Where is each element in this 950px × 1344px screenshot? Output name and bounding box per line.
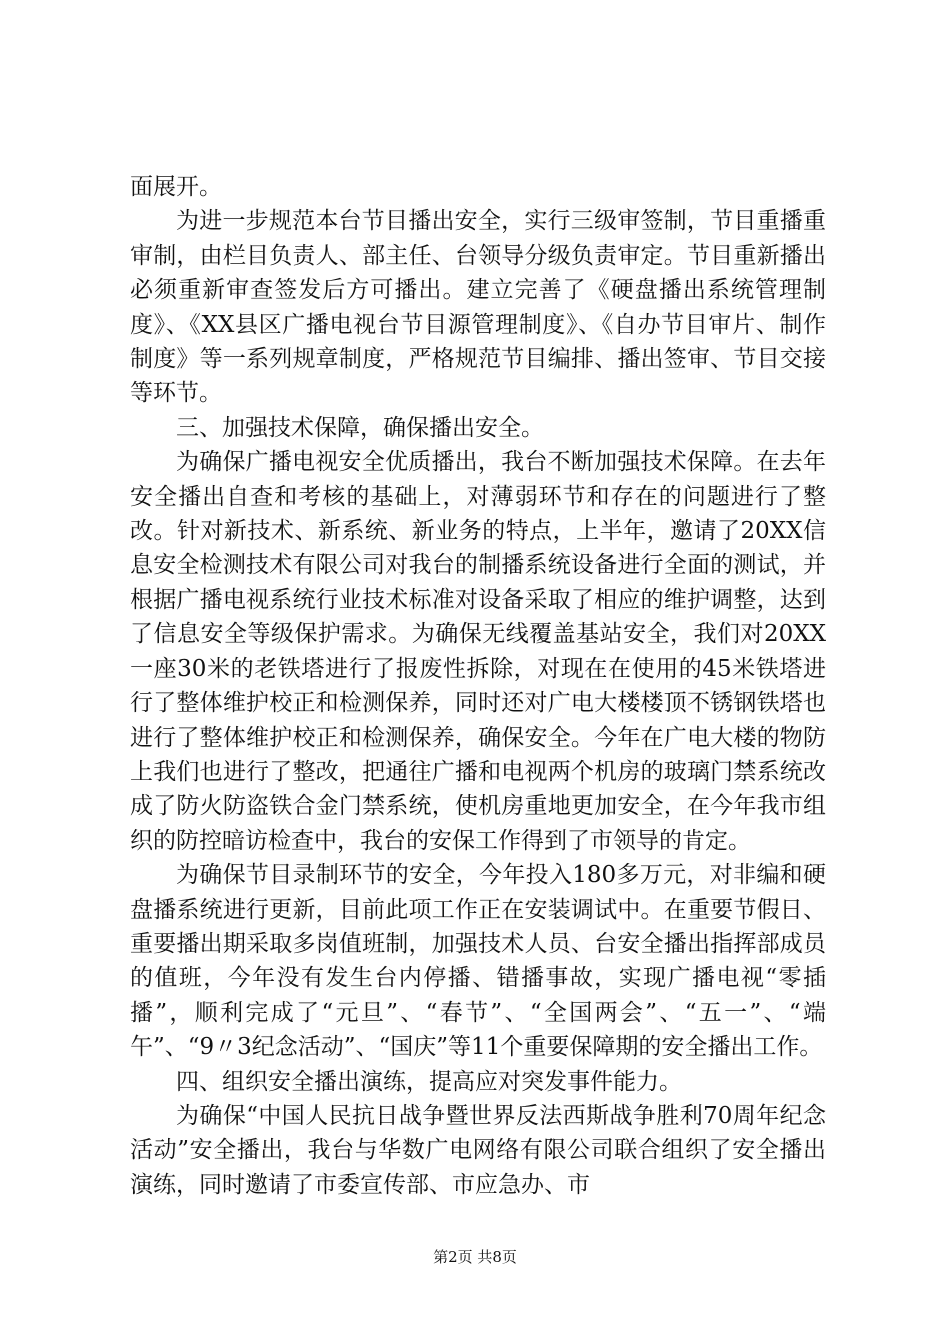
page-number-footer: 第2页 共8页 [433, 1248, 517, 1266]
paragraph-program-review: 为进一步规范本台节目播出安全，实行三级审签制，节目重播重审制，由栏目负责人、部主任、台领导分级负责审定。节目重新播出必须重新审查签发后方可播出。建立完善了《硬盘播出系统管理制度》、《XX县区广播电视台节目源管理制度》、《自办节目审片、制作制度》等一系列规章制度，严格规范节目编排、播出签审、节目交接等环节。 [130, 208, 826, 407]
paragraph-recording-safety: 为确保节目录制环节的安全，今年投入180多万元，对非编和硬盘播系统进行更新，目前此项工作正在安装调试中。在重要节假日、重要播出期采取多岗值班制，加强技术人员、台安全播出指挥部成员的值班，今年没有发生台内停播、错播事故，实现广播电视“零插播”，顺利完成了“元旦”、“春节”、“全国两会”、“五一”、“端午”、“9〃3纪念活动”、“国庆”等11个重要保障期的安全播出工作。 [130, 862, 826, 1061]
paragraph-continuation: 面展开。 [130, 174, 222, 200]
section-heading-drills: 四、组织安全播出演练，提高应对突发事件能力。 [176, 1068, 682, 1095]
document-body [130, 170, 826, 1202]
paragraph-technical-support: 为确保广播电视安全优质播出，我台不断加强技术保障。在去年安全播出自查和考核的基础上，对薄弱环节和存在的问题进行了整改。针对新技术、新系统、新业务的特点，上半年，邀请了20XX信息安全检测技术有限公司对我台的制播系统设备进行全面的测试，并根据广播电视系统行业技术标准对设备采取了相应的维护调整，达到了信息安全等级保护需求。为确保无线覆盖基站安全，我们对20XX一座30米的老铁塔进行了报废性拆除，对现在在使用的45米铁塔进行了整体维护校正和检测保养，同时还对广电大楼楼顶不锈钢铁塔也进行了整体维护校正和检测保养，确保安全。今年在广电大楼的物防上我们也进行了整改，把通往广播和电视两个机房的玻璃门禁系统改成了防火防盗铁合金门禁系统，使机房重地更加安全，在今年我市组织的防控暗访检查中，我台的安保工作得到了市领导的肯定。 [130, 449, 826, 854]
paragraph-drills: 为确保“中国人民抗日战争暨世界反法西斯战争胜利70周年纪念活动”安全播出，我台与华数广电网络有限公司联合组织了安全播出演练，同时邀请了市委宣传部、市应急办、市 [130, 1102, 826, 1198]
section-heading-technical-support: 三、加强技术保障，确保播出安全。 [176, 414, 544, 441]
